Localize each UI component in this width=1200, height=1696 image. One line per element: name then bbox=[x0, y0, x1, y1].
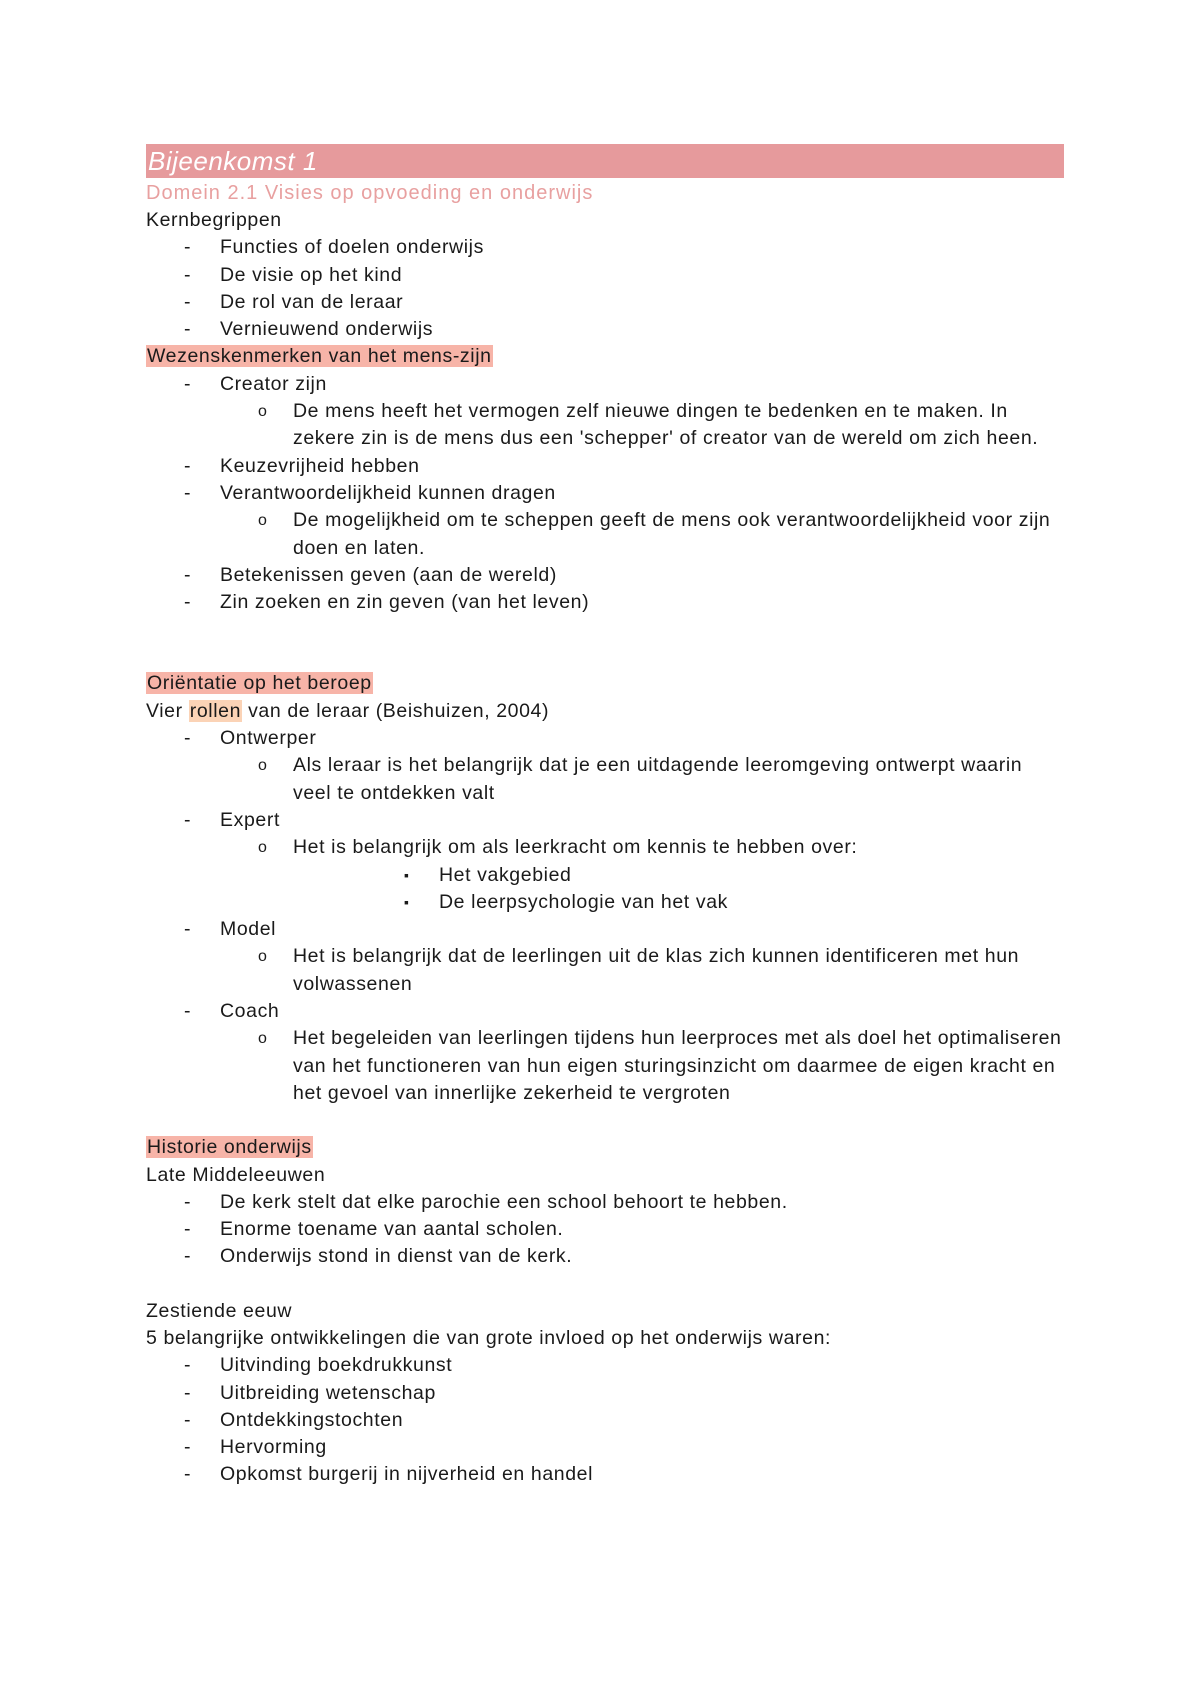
list-item: - De rol van de leraar bbox=[184, 290, 404, 313]
wezens-heading: Wezenskenmerken van het mens-zijn bbox=[147, 345, 492, 368]
list-item: - Creator zijn bbox=[184, 372, 327, 395]
list-item: - Ontwerper bbox=[184, 727, 317, 750]
list-item: - Hervorming bbox=[184, 1436, 327, 1459]
sub-list-item: o De mogelijkheid om te scheppen geeft de mens ook verantwoordelijkheid voor zijn doen en laten. bbox=[258, 509, 1051, 559]
list-item: - Coach bbox=[184, 1000, 280, 1023]
list-item: - Uitvinding boekdrukkunst bbox=[184, 1354, 453, 1377]
kernbegrippen-list bbox=[146, 234, 1064, 343]
wezens-list bbox=[146, 371, 1064, 617]
list-item: - Ontdekkingstochten bbox=[184, 1408, 404, 1431]
list-item: - Enorme toename van aantal scholen. bbox=[184, 1218, 564, 1241]
section-subtitle: Domein 2.1 Visies op opvoeding en onderwijs bbox=[146, 182, 594, 204]
sub-list-item: o Het begeleiden van leerlingen tijdens hun leerproces met als doel het optimaliseren van het functioneren van hun eigen sturingsinzicht om daarmee de eigen kracht en het gevoel van innerlijke zekerheid te vergroten bbox=[258, 1027, 1062, 1104]
orientatie-intro: Vier rollen van de leraar (Beishuizen, 2004) bbox=[146, 699, 550, 722]
sub-list-item: o De mens heeft het vermogen zelf nieuwe dingen te bedenken en te maken. In zekere zin is de mens dus een 'schepper' of creator van de wereld om zich heen. bbox=[258, 400, 1039, 450]
sub-list-item: o Als leraar is het belangrijk dat je een uitdagende leeromgeving ontwerpt waarin veel te ontdekken valt bbox=[258, 754, 1023, 804]
sub-sub-list-item: ▪ Het vakgebied bbox=[404, 863, 572, 886]
document-page bbox=[146, 144, 1064, 1489]
list-item: - Betekenissen geven (aan de wereld) bbox=[184, 563, 557, 586]
list-item: - Vernieuwend onderwijs bbox=[184, 318, 434, 341]
sub-list-item: o Het is belangrijk om als leerkracht om kennis te hebben over: bbox=[258, 836, 858, 859]
list-item: - De visie op het kind bbox=[184, 263, 403, 286]
period1-list bbox=[146, 1189, 1064, 1271]
historie-heading: Historie onderwijs bbox=[147, 1136, 312, 1159]
page-title: Bijeenkomst 1 bbox=[146, 144, 1064, 178]
list-item: - Expert bbox=[184, 808, 280, 831]
sub-list-item: o Het is belangrijk dat de leerlingen uit de klas zich kunnen identificeren met hun volwassenen bbox=[258, 945, 1020, 995]
list-item: - Zin zoeken en zin geven (van het leven) bbox=[184, 591, 590, 614]
list-item: - Verantwoordelijkheid kunnen dragen bbox=[184, 481, 556, 504]
list-item: - De kerk stelt dat elke parochie een school behoort te hebben. bbox=[184, 1190, 788, 1213]
list-item: - Uitbreiding wetenschap bbox=[184, 1381, 436, 1404]
list-item: - Onderwijs stond in dienst van de kerk. bbox=[184, 1245, 573, 1268]
list-item: - Opkomst burgerij in nijverheid en handel bbox=[184, 1463, 594, 1486]
kernbegrippen-heading: Kernbegrippen bbox=[146, 209, 282, 231]
roles-list bbox=[146, 725, 1064, 1107]
list-item: - Keuzevrijheid hebben bbox=[184, 454, 420, 477]
period-intro: 5 belangrijke ontwikkelingen die van grote invloed op het onderwijs waren: bbox=[146, 1326, 832, 1349]
period-heading: Zestiende eeuw bbox=[146, 1299, 293, 1322]
period-heading: Late Middeleeuwen bbox=[146, 1163, 326, 1186]
list-item: - Model bbox=[184, 918, 277, 941]
period2-list bbox=[146, 1352, 1064, 1488]
sub-sub-list-item: ▪ De leerpsychologie van het vak bbox=[404, 890, 728, 913]
list-item: - Functies of doelen onderwijs bbox=[184, 236, 484, 259]
orientatie-heading: Oriëntatie op het beroep bbox=[147, 672, 372, 695]
